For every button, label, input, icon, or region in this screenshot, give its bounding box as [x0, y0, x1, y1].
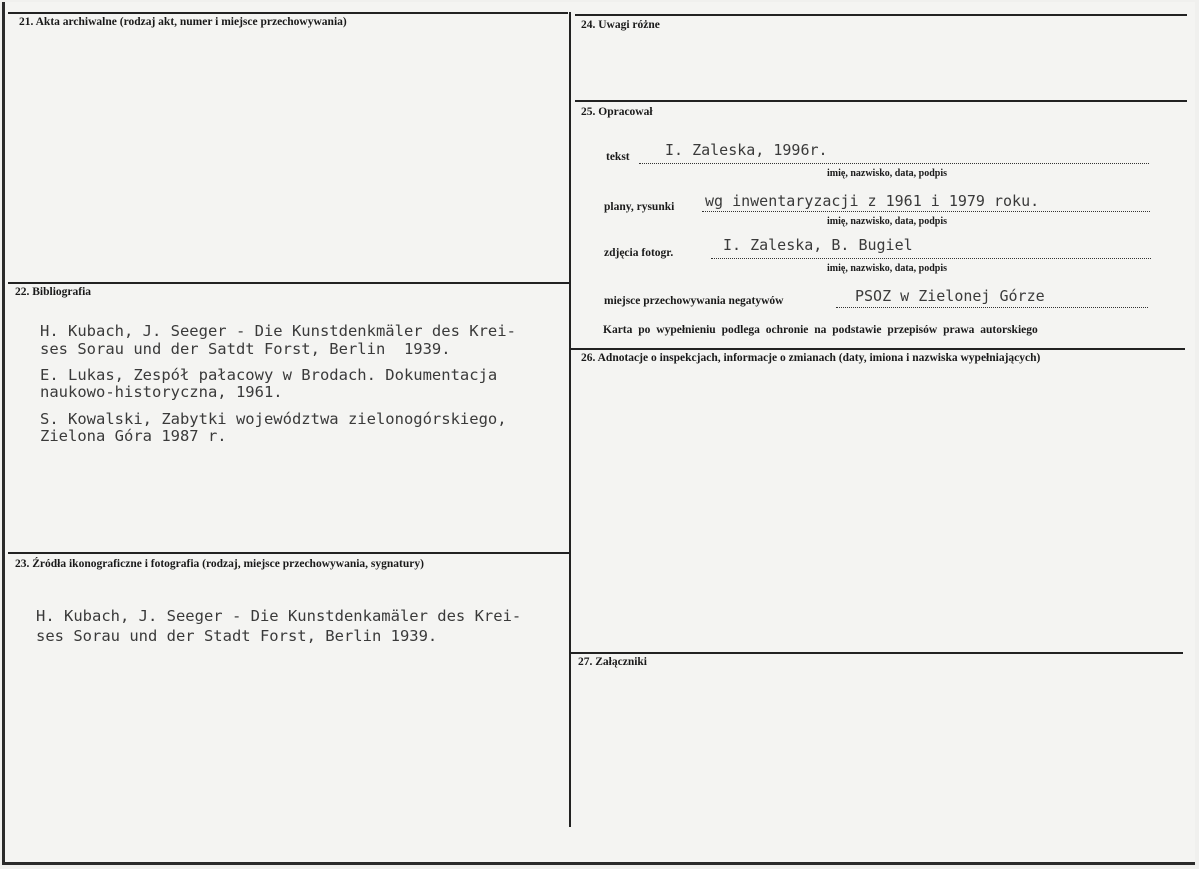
- section-22-label: 22. Bibliografia: [15, 286, 92, 298]
- bibliography-line-5: S. Kowalski, Zabytki województwa zielonogórskiego,: [40, 410, 507, 428]
- section-23-label: 23. Źródła ikonograficzne i fotografia (rodzaj, miejsce przechowywania, sygnatury): [15, 558, 424, 570]
- plany-label: plany, rysunki: [604, 201, 675, 213]
- column-divider: [569, 12, 571, 827]
- section-27-label: 27. Załączniki: [578, 656, 648, 668]
- bibliography-line-3: E. Lukas, Zespół pałacowy w Brodach. Dokumentacja: [40, 366, 498, 384]
- section-21-label: 21. Akta archiwalne (rodzaj akt, numer i miejsce przechowywania): [19, 16, 347, 28]
- copyright-note: Karta po wypełnieniu podlega ochronie na podstawie przepisów prawa autorskiego: [603, 324, 1038, 336]
- tekst-label: tekst: [606, 151, 630, 163]
- iconography-line-2: ses Sorau und der Stadt Forst, Berlin 1939.: [36, 627, 438, 645]
- section-21-bottom-rule: [8, 282, 569, 284]
- section-26-label: 26. Adnotacje o inspekcjach, informacje o zmianach (daty, imiona i nazwiska wypełniających): [581, 352, 1041, 364]
- section-24-label: 24. Uwagi różne: [581, 19, 660, 31]
- zdjecia-value: I. Zaleska, B. Bugiel: [723, 236, 913, 254]
- record-card: [2, 2, 1195, 865]
- zdjecia-line: [711, 258, 1151, 259]
- bibliography-line-2: ses Sorau und der Satdt Forst, Berlin 1939.: [40, 340, 451, 358]
- bibliography-line-6: Zielona Góra 1987 r.: [40, 427, 227, 445]
- zdjecia-hint: imię, nazwisko, data, podpis: [827, 263, 948, 274]
- tekst-value: I. Zaleska, 1996r.: [665, 141, 828, 159]
- bibliography-line-1: H. Kubach, J. Seeger - Die Kunstdenkmäler des Krei-: [40, 322, 516, 340]
- zdjecia-label: zdjęcia fotogr.: [604, 247, 674, 259]
- negatywy-line: [836, 307, 1148, 308]
- section-25-label: 25. Opracował: [581, 106, 653, 118]
- top-rule-left: [8, 12, 568, 14]
- plany-value: wg inwentaryzacji z 1961 i 1979 roku.: [705, 192, 1040, 210]
- negatywy-value: PSOZ w Zielonej Górze: [855, 287, 1045, 305]
- section-25-bottom-rule: [571, 348, 1185, 350]
- plany-line: [702, 211, 1150, 212]
- top-rule-right: [575, 14, 1187, 16]
- tekst-hint: imię, nazwisko, data, podpis: [827, 168, 948, 179]
- section-26-bottom-rule: [571, 652, 1183, 654]
- section-24-bottom-rule: [575, 100, 1187, 102]
- bibliography-line-4: naukowo-historyczna, 1961.: [40, 383, 283, 401]
- iconography-line-1: H. Kubach, J. Seeger - Die Kunstdenkamäler des Krei-: [36, 607, 522, 625]
- section-22-bottom-rule: [8, 552, 569, 554]
- plany-hint: imię, nazwisko, data, podpis: [827, 216, 948, 227]
- negatywy-label: miejsce przechowywania negatywów: [604, 295, 784, 307]
- tekst-line: [639, 163, 1149, 164]
